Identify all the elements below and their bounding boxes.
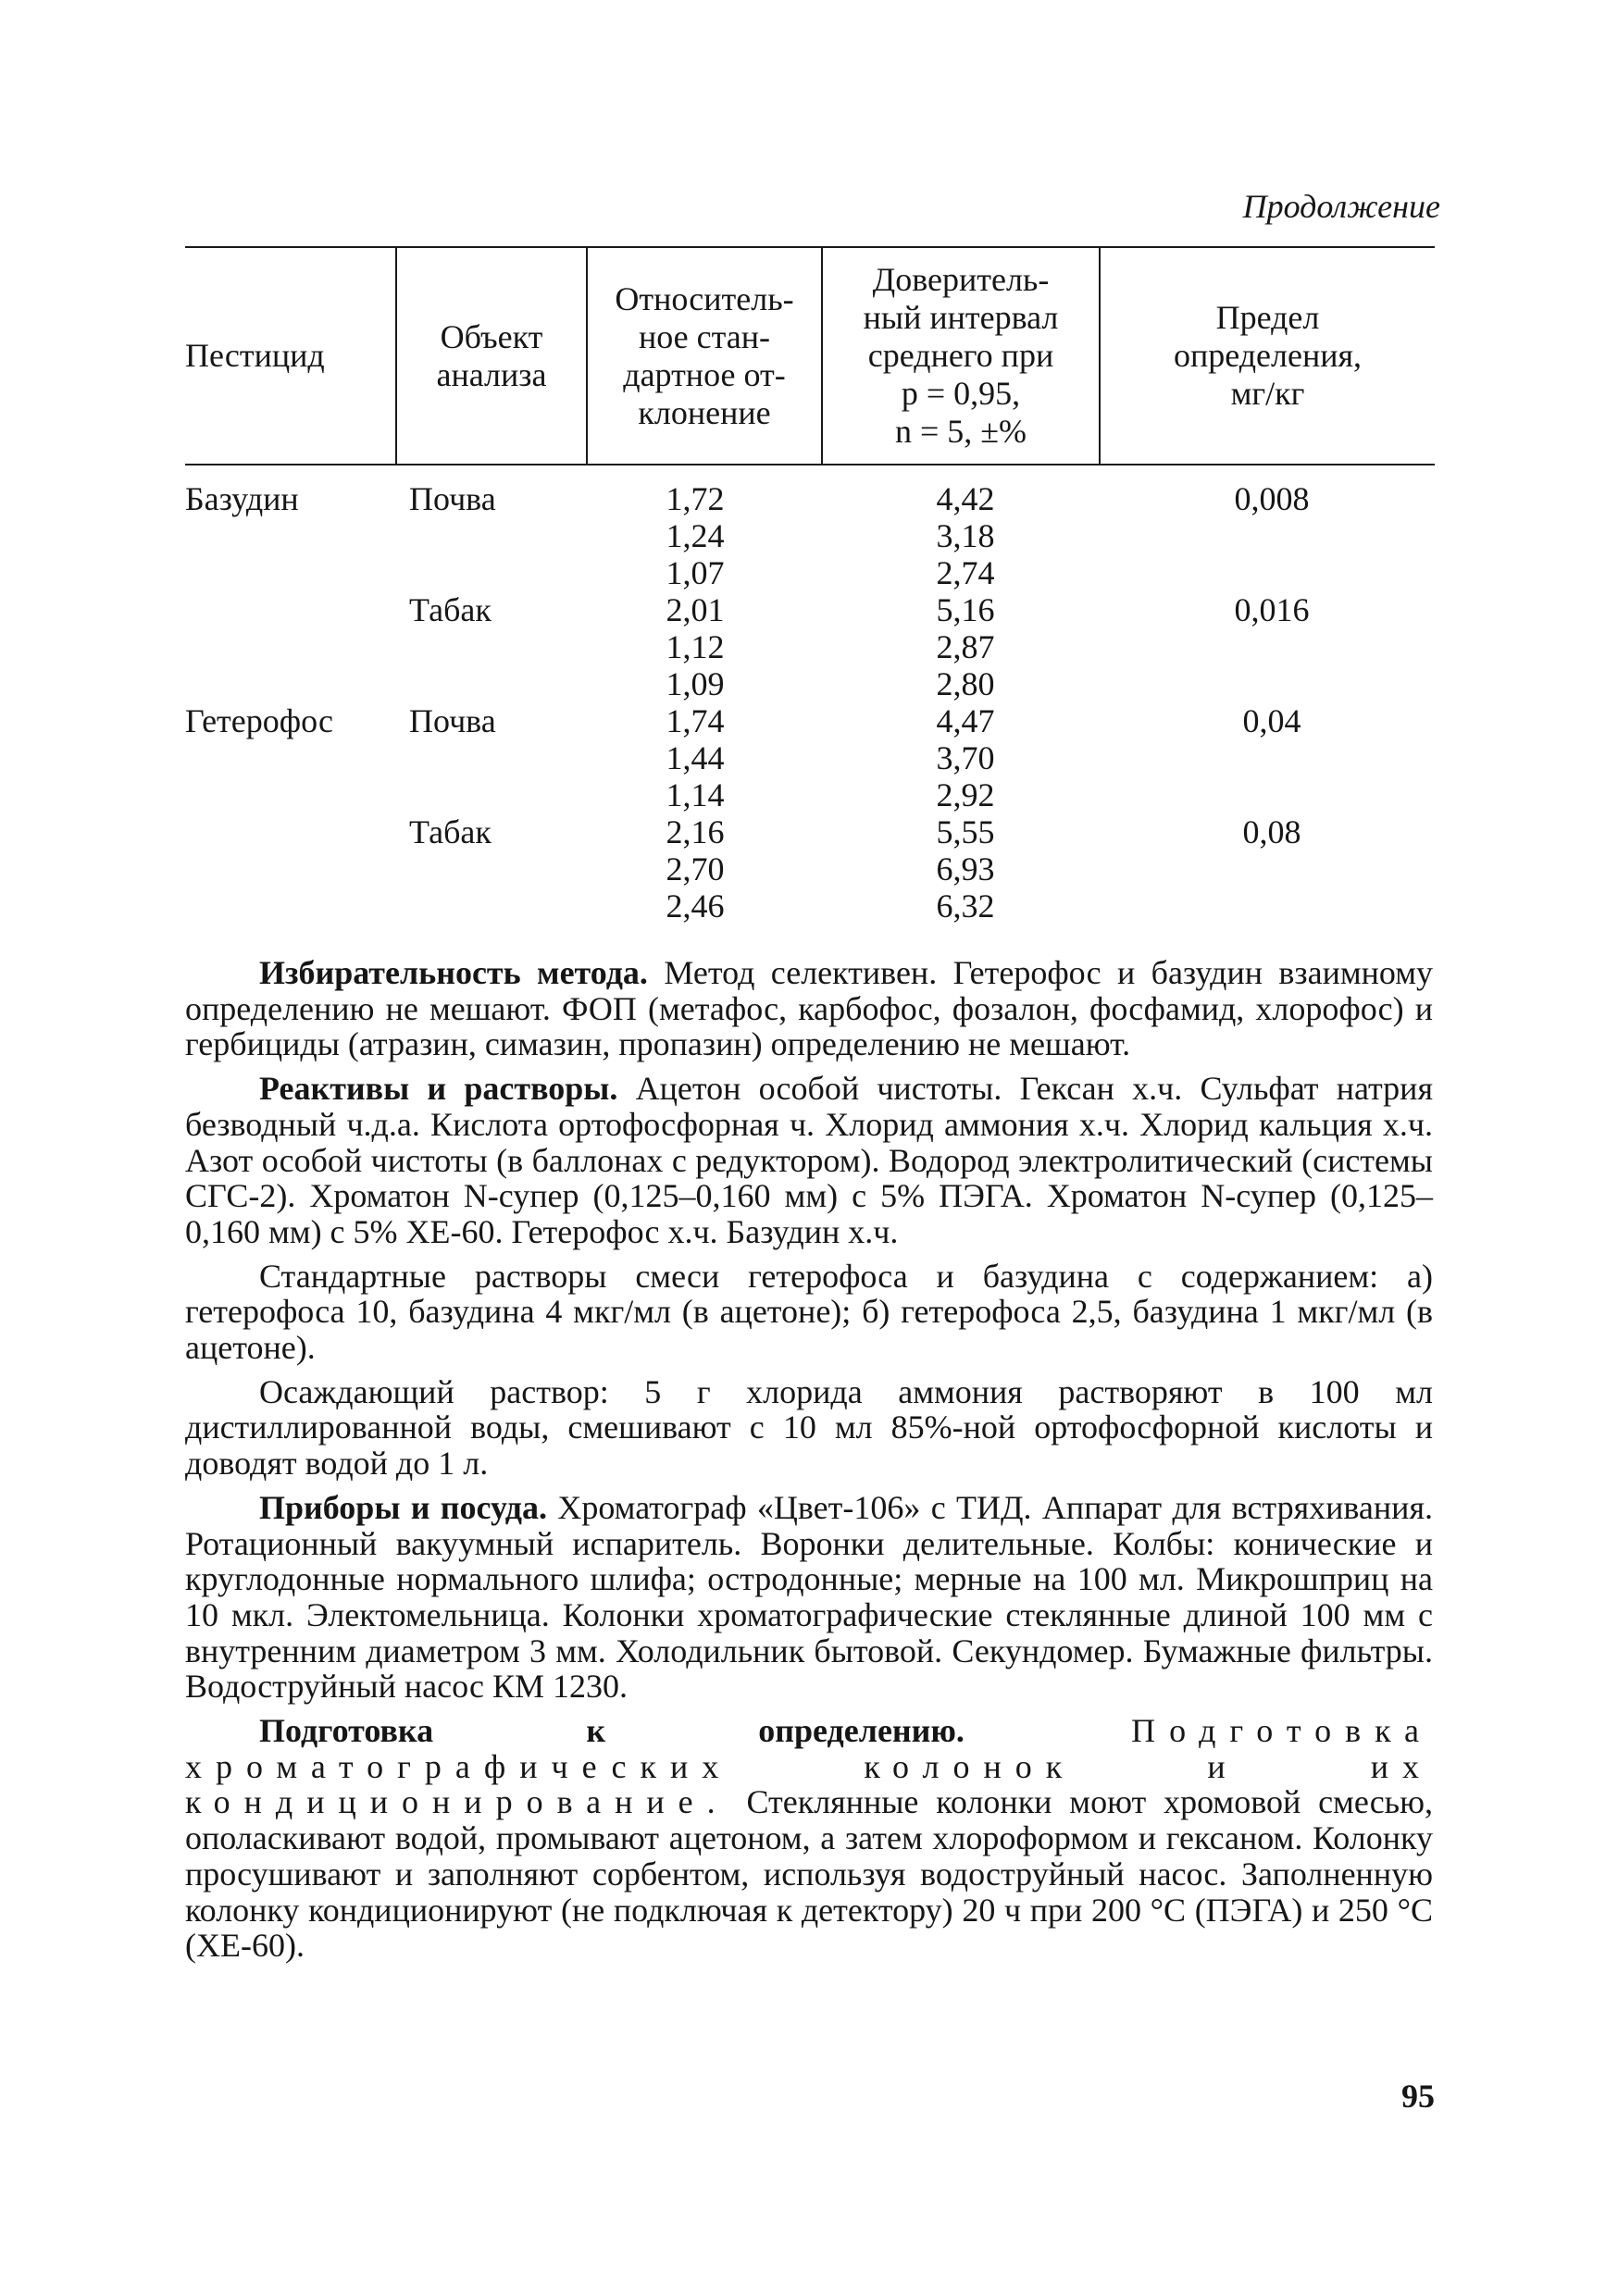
heading-selectivity: Избирательность метода. xyxy=(259,954,648,991)
cell-value: 1,12 xyxy=(666,628,725,665)
cell-rsd xyxy=(587,702,822,813)
header-line: ный интервал xyxy=(863,299,1059,336)
header-line: определения, xyxy=(1173,337,1363,374)
table-header-row xyxy=(185,247,1435,465)
results-table xyxy=(185,246,1435,925)
paragraph-standard-solutions xyxy=(185,1259,1433,1366)
header-pesticide xyxy=(185,247,396,465)
cell-value: 4,42 xyxy=(936,480,995,517)
header-line: p = 0,95, xyxy=(901,375,1021,412)
cell-value: 1,24 xyxy=(666,517,725,554)
header-detection-limit xyxy=(1100,247,1435,465)
heading-reagents: Реактивы и растворы. xyxy=(259,1070,618,1108)
cell-value: 2,16 xyxy=(666,813,725,850)
header-rsd xyxy=(587,247,822,465)
cell-value: 1,14 xyxy=(666,776,725,813)
header-line: Пестицид xyxy=(185,337,325,374)
header-line: Предел xyxy=(1215,299,1320,336)
cell-value: 5,16 xyxy=(936,591,995,628)
cell-pesticide: Гетерофос xyxy=(185,702,333,739)
cell-value: 2,74 xyxy=(936,554,995,591)
cell-value: 6,93 xyxy=(936,850,995,887)
cell-value: 2,80 xyxy=(936,665,995,702)
header-line: мг/кг xyxy=(1230,375,1305,412)
table-row xyxy=(185,591,1435,702)
cell-detection-limit: 0,016 xyxy=(1234,591,1310,628)
heading-devices: Приборы и посуда. xyxy=(259,1488,548,1526)
cell-value: 3,70 xyxy=(936,739,995,776)
cell-confidence-interval xyxy=(822,465,1100,591)
cell-rsd xyxy=(587,813,822,925)
paragraph-precipitating-solution xyxy=(185,1374,1433,1482)
text-precipitating-solution: Осаждающий раствор: 5 г хлорида аммония растворяют в 100 мл дистиллированной воды, смешивают с 10 мл 85%-ной ортофосфорной кислоты и доводят водой до 1 л. xyxy=(185,1372,1433,1483)
header-line: анализа xyxy=(436,355,547,393)
header-line: Относитель- xyxy=(615,279,794,317)
cell-value: 2,92 xyxy=(936,776,995,813)
cell-object: Табак xyxy=(409,813,492,850)
cell-detection-limit: 0,04 xyxy=(1242,702,1301,739)
cell-pesticide xyxy=(185,591,396,702)
cell-value: 2,70 xyxy=(666,850,725,887)
heading-preparation: Подготовка к определению. xyxy=(259,1712,965,1750)
cell-object: Табак xyxy=(409,591,492,628)
cell-value: 6,32 xyxy=(936,887,995,925)
cell-detection-limit: 0,08 xyxy=(1242,813,1301,850)
text-devices: Хроматограф «Цвет-106» с ТИД. Аппарат для встряхивания. Ротационный вакуумный испаритель. Воронки делительные. Колбы: конические и круглодонные нормального шлифа; остродонные; мерные на 100 мл. Микрошприц на 10 мкл. Электомельница. Колонки хроматографические стеклянные длиной 100 мм с внутренним диаметром 3 мм. Холодильник бытовой. Секундомер. Бумажные фильтры. Водоструйный насос КМ 1230. xyxy=(185,1488,1433,1706)
cell-value: 2,01 xyxy=(666,591,725,628)
header-line: среднего при xyxy=(867,337,1054,374)
header-confidence-interval xyxy=(822,247,1100,465)
text-selectivity: Метод селективен. Гетерофос и базудин взаимному определению не мешают. ФОП (метафос, карбофос, фозалон, фосфамид, хлорофос) и гербициды (атразин, симазин, пропазин) определению не мешают. xyxy=(185,954,1433,1063)
cell-pesticide: Базудин xyxy=(185,480,299,517)
cell-value: 5,55 xyxy=(936,813,995,850)
cell-pesticide xyxy=(185,813,396,925)
cell-confidence-interval xyxy=(822,702,1100,813)
body-text xyxy=(185,955,1433,1972)
cell-detection-limit: 0,008 xyxy=(1234,480,1310,517)
cell-rsd xyxy=(587,465,822,591)
cell-value: 1,09 xyxy=(666,665,725,702)
text-reagents: Ацетон особой чистоты. Гексан х.ч. Сульфат натрия безводный ч.д.а. Кислота ортофосфорная ч. Хлорид аммония х.ч. Хлорид кальция х.ч. Азот особой чистоты (в баллонах с редуктором). Водород электролитический (системы СГС-2). Хроматон N-супер (0,125–0,160 мм) с 5% ПЭГА. Хроматон N-супер (0,125–0,160 мм) с 5% XE-60. Гетерофос х.ч. Базудин х.ч. xyxy=(185,1070,1434,1250)
cell-object: Почва xyxy=(409,480,496,517)
text-standard-solutions: Стандартные растворы смеси гетерофоса и базудина с содержанием: а) гетерофоса 10, базудина 4 мкг/мл (в ацетоне); б) гетерофоса 2,5, базудина 1 мкг/мл (в ацетоне). xyxy=(185,1257,1433,1367)
paragraph-selectivity xyxy=(185,955,1433,1062)
header-line: дартное от- xyxy=(623,355,786,393)
cell-value: 2,46 xyxy=(666,887,725,925)
header-line: клонение xyxy=(638,393,771,431)
header-line: Объект xyxy=(440,317,543,355)
cell-value: 1,07 xyxy=(666,554,725,591)
paragraph-preparation xyxy=(185,1713,1433,1964)
header-line: Доверитель- xyxy=(872,261,1050,298)
cell-value: 1,44 xyxy=(666,739,725,776)
cell-value: 2,87 xyxy=(936,628,995,665)
text-preparation: Стеклянные колонки моют хромовой смесью, ополаскивают водой, промывают ацетоном, а затем хлороформом и гексаном. Колонку просушивают и заполняют сорбентом, используя водоструйный насос. Заполненную колонку кондиционируют (не подключая к детектору) 20 ч при 200 °С (ПЭГА) и 250 °С (XE-60). xyxy=(185,1783,1433,1965)
page-number: 95 xyxy=(1401,2078,1435,2115)
header-line: ное стан- xyxy=(638,317,771,355)
subheading-columns: Подготовка хроматографических колонок и их кондиционирование. xyxy=(185,1712,1433,1821)
cell-object: Почва xyxy=(409,702,496,739)
cell-value: 1,72 xyxy=(666,480,725,517)
cell-confidence-interval xyxy=(822,591,1100,702)
table-row xyxy=(185,465,1435,591)
cell-value: 4,47 xyxy=(936,702,995,739)
continuation-label: Продолжение xyxy=(1242,188,1440,225)
cell-value: 3,18 xyxy=(936,517,995,554)
header-object xyxy=(396,247,587,465)
header-line: n = 5, ±% xyxy=(894,413,1027,450)
paragraph-reagents xyxy=(185,1071,1433,1250)
cell-rsd xyxy=(587,591,822,702)
paragraph-devices xyxy=(185,1490,1433,1705)
cell-confidence-interval xyxy=(822,813,1100,925)
table-row xyxy=(185,813,1435,925)
table-row xyxy=(185,702,1435,813)
cell-value: 1,74 xyxy=(666,702,725,739)
